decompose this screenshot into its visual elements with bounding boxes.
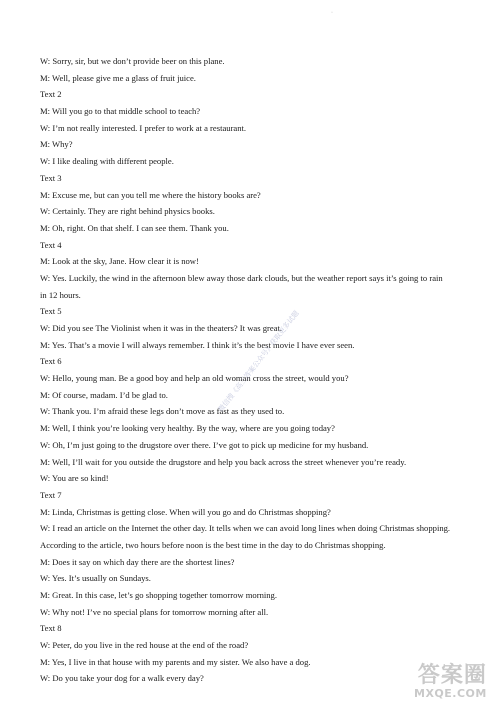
dialogue-line: M: Excuse me, but can you tell me where the history books are? <box>40 189 261 200</box>
dialogue-line: W: Sorry, sir, but we don’t provide beer on this plane. <box>40 56 225 66</box>
dialogue-line: W: I’m not really interested. I prefer to work at a restaurant. <box>40 122 247 133</box>
dialogue-line: W: Thank you. I’m afraid these legs don’t move as fast as they used to. <box>40 406 285 417</box>
dialogue-line: W: Why not! I’ve no special plans for tomorrow morning after all. <box>40 606 269 617</box>
dialogue-line: W: Yes. Luckily, the wind in the afternoon blew away those dark clouds, but the weather report says it’s going to rain <box>40 272 443 283</box>
transcript-lines <box>40 56 480 690</box>
section-heading: Text 4 <box>40 239 62 250</box>
scan-mark: · <box>331 10 333 16</box>
dialogue-line: M: Yes. That’s a movie I will always remember. I think it’s the best movie I have ever seen. <box>40 339 355 350</box>
dialogue-line: W: Oh, I’m just going to the drugstore over there. I’ve got to pick up medicine for my husband. <box>40 439 369 450</box>
section-heading: Text 8 <box>40 623 62 634</box>
dialogue-line: M: Linda, Christmas is getting close. When will you go and do Christmas shopping? <box>40 506 331 517</box>
logo-en: MXQE.COM <box>414 687 487 700</box>
dialogue-line: According to the article, two hours before noon is the best time in the day to do Christmas shopping. <box>40 539 386 550</box>
dialogue-line: W: Hello, young man. Be a good boy and help an old woman cross the street, would you? <box>40 373 349 384</box>
dialogue-line: M: Look at the sky, Jane. How clear it is now! <box>40 256 199 267</box>
dialogue-line: M: Great. In this case, let’s go shopping together tomorrow morning. <box>40 590 278 600</box>
dialogue-line: M: Yes, I live in that house with my parents and my sister. We also have a dog. <box>40 656 311 667</box>
section-heading: Text 5 <box>40 306 62 317</box>
dialogue-line: W: Do you take your dog for a walk every day? <box>40 673 204 684</box>
dialogue-line: W: Peter, do you live in the red house at the end of the road? <box>40 640 249 651</box>
dialogue-line: W: You are so kind! <box>40 473 109 484</box>
dialogue-line: W: I like dealing with different people. <box>40 156 174 167</box>
dialogue-line: W: Did you see The Violinist when it was in the theaters? It was great. <box>40 323 283 333</box>
watermark-text: 微信搜《高三答案公众号》获取更多试题 <box>216 309 301 414</box>
dialogue-line: M: Well, I think you’re looking very healthy. By the way, where are you going today? <box>40 423 335 434</box>
section-heading: Text 3 <box>40 172 62 183</box>
dialogue-line: W: Yes. It’s usually on Sundays. <box>40 573 151 584</box>
dialogue-line: in 12 hours. <box>40 289 81 300</box>
section-heading: Text 2 <box>40 89 62 100</box>
section-heading: Text 7 <box>40 489 62 500</box>
dialogue-line: M: Will you go to that middle school to teach? <box>40 106 201 117</box>
dialogue-line: W: I read an article on the Internet the other day. It tells when we can avoid long lines when doing Christmas shopping. <box>40 523 451 534</box>
dialogue-line: W: Certainly. They are right behind physics books. <box>40 206 215 217</box>
site-logo <box>414 664 487 700</box>
dialogue-line: M: Well, I’ll wait for you outside the drugstore and help you back across the street whenever you’re ready. <box>40 456 407 467</box>
dialogue-line: M: Why? <box>40 139 73 150</box>
dialogue-line: M: Oh, right. On that shelf. I can see them. Thank you. <box>40 222 229 233</box>
dialogue-line: M: Well, please give me a glass of fruit juice. <box>40 72 196 83</box>
dialogue-line: M: Of course, madam. I’d be glad to. <box>40 389 168 400</box>
logo-cn: 答案圈 <box>417 663 487 688</box>
section-heading: Text 6 <box>40 356 62 367</box>
dialogue-line: M: Does it say on which day there are the shortest lines? <box>40 556 235 567</box>
